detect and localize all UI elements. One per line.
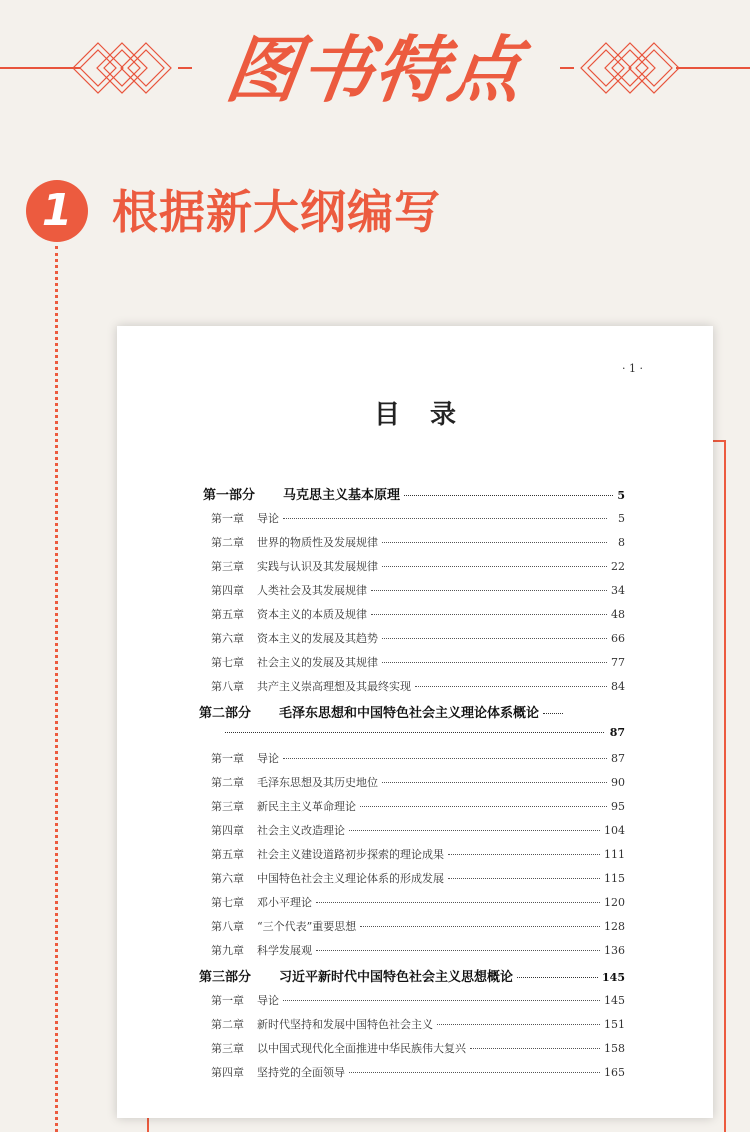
chapter-title: 共产主义崇高理想及其最终实现 — [257, 680, 411, 693]
chapter-title: 以中国式现代化全面推进中华民族伟大复兴 — [257, 1042, 466, 1055]
chapter-title: 导论 — [257, 512, 279, 525]
dot-leader — [382, 782, 607, 783]
toc-entry — [211, 678, 625, 698]
chapter-number: 第四章 — [211, 824, 244, 837]
part-title: 马克思主义基本原理 — [283, 488, 401, 503]
chapter-number: 第七章 — [211, 896, 244, 909]
chapter-page: 66 — [611, 632, 625, 645]
part-page: 145 — [602, 971, 625, 984]
chapter-page: 151 — [604, 1018, 625, 1031]
chapter-page: 48 — [611, 608, 625, 621]
chapter-title: 邓小平理论 — [257, 896, 312, 909]
chapter-number: 第三章 — [211, 1042, 244, 1055]
chapter-number: 第一章 — [211, 994, 244, 1007]
chapter-number: 第一章 — [211, 512, 244, 525]
chapter-page: 104 — [604, 824, 625, 837]
chapter-title: 导论 — [257, 752, 279, 765]
chapter-page: 87 — [611, 752, 625, 765]
dot-leader — [382, 638, 607, 639]
chapter-title: 人类社会及其发展规律 — [257, 584, 367, 597]
dot-leader — [543, 713, 563, 714]
chapter-title: 毛泽东思想及其历史地位 — [257, 776, 378, 789]
part-page: 5 — [617, 489, 625, 502]
toc-entry — [211, 582, 625, 602]
toc-entry — [211, 534, 625, 554]
chapter-page: 90 — [611, 776, 625, 789]
dot-leader — [349, 830, 600, 831]
chapter-title: 社会主义的发展及其规律 — [257, 656, 378, 669]
chapter-page: 5 — [618, 512, 625, 525]
dot-leader — [404, 495, 613, 496]
chapter-number: 第六章 — [211, 872, 244, 885]
dot-leader — [470, 1048, 600, 1049]
toc-entry — [211, 822, 625, 842]
chapter-title: 新时代坚持和发展中国特色社会主义 — [257, 1018, 433, 1031]
dot-leader — [283, 758, 607, 759]
toc-entry — [211, 992, 625, 1012]
toc-entry — [211, 894, 625, 914]
chapter-title: 科学发展观 — [257, 944, 312, 957]
chapter-number: 第三章 — [211, 560, 244, 573]
chapter-page: 128 — [604, 920, 625, 933]
chapter-page: 111 — [604, 848, 625, 861]
dot-leader — [448, 854, 600, 855]
toc-entry — [211, 870, 625, 890]
chapter-title: 坚持党的全面领导 — [257, 1066, 345, 1079]
chapter-number: 第五章 — [211, 848, 244, 861]
toc-entry — [211, 918, 625, 938]
banner-line-right — [676, 67, 750, 69]
chapter-title: 中国特色社会主义理论体系的形成发展 — [257, 872, 444, 885]
chapter-title: 社会主义改造理论 — [257, 824, 345, 837]
toc-entry — [211, 750, 625, 770]
chapter-number: 第二章 — [211, 1018, 244, 1031]
chapter-page: 95 — [611, 800, 625, 813]
chapter-number: 第二章 — [211, 536, 244, 549]
dot-leader — [382, 542, 607, 543]
section-number-badge: 1 — [26, 180, 88, 242]
dot-leader — [437, 1024, 600, 1025]
dot-leader — [415, 686, 607, 687]
toc-entry — [211, 606, 625, 626]
chapter-number: 第二章 — [211, 776, 244, 789]
chapter-title: 资本主义的发展及其趋势 — [257, 632, 378, 645]
chapter-number: 第九章 — [211, 944, 244, 957]
chapter-number: 第七章 — [211, 656, 244, 669]
toc-part — [199, 702, 625, 724]
chapter-title: 社会主义建设道路初步探索的理论成果 — [257, 848, 444, 861]
toc-part-continuation — [225, 726, 625, 744]
toc-entry — [211, 942, 625, 962]
toc-entry — [211, 1040, 625, 1060]
dot-leader — [360, 926, 600, 927]
chapter-number: 第一章 — [211, 752, 244, 765]
banner-title: 图书特点 — [221, 28, 529, 112]
toc-page — [117, 326, 713, 1118]
toc-entry — [211, 654, 625, 674]
chapter-number: 第八章 — [211, 680, 244, 693]
toc-title: 目录 — [373, 400, 486, 430]
dot-leader — [360, 806, 607, 807]
chapter-number: 第三章 — [211, 800, 244, 813]
chapter-title: 世界的物质性及发展规律 — [257, 536, 378, 549]
dot-leader — [448, 878, 600, 879]
page-marker: · 1 · — [622, 362, 643, 375]
toc-entry — [211, 846, 625, 866]
part-number: 第三部分 — [199, 970, 252, 985]
chapter-number: 第四章 — [211, 1066, 244, 1079]
chapter-page: 158 — [604, 1042, 625, 1055]
toc-entry — [211, 510, 625, 530]
toc-entry — [211, 630, 625, 650]
chapter-page: 120 — [604, 896, 625, 909]
toc-part — [199, 966, 625, 988]
chapter-page: 22 — [611, 560, 625, 573]
dot-leader — [371, 590, 607, 591]
chapter-page: 145 — [604, 994, 625, 1007]
chapter-page: 77 — [611, 656, 625, 669]
chapter-title: “三个代表”重要思想 — [257, 920, 357, 933]
dot-leader — [316, 950, 600, 951]
part-title: 习近平新时代中国特色社会主义思想概论 — [279, 970, 514, 985]
toc-entry — [211, 1064, 625, 1084]
chapter-page: 165 — [604, 1066, 625, 1079]
chapter-page: 34 — [611, 584, 625, 597]
toc-part — [203, 484, 625, 506]
section-title: 根据新大纲编写 — [112, 185, 441, 239]
part-title: 毛泽东思想和中国特色社会主义理论体系概论 — [279, 706, 540, 721]
toc-entry — [211, 1016, 625, 1036]
chapter-number: 第五章 — [211, 608, 244, 621]
chapter-page: 8 — [618, 536, 625, 549]
dot-leader — [349, 1072, 600, 1073]
chapter-number: 第六章 — [211, 632, 244, 645]
frame-line-right — [724, 440, 726, 1132]
dot-leader — [517, 977, 598, 978]
chapter-page: 136 — [604, 944, 625, 957]
part-number: 第一部分 — [203, 488, 256, 503]
dot-leader — [283, 1000, 600, 1001]
part-number: 第二部分 — [199, 706, 252, 721]
dot-leader — [225, 732, 604, 733]
toc-entry — [211, 558, 625, 578]
part-page: 87 — [609, 726, 625, 739]
chapter-title: 导论 — [257, 994, 279, 1007]
chapter-title: 实践与认识及其发展规律 — [257, 560, 378, 573]
chapter-title: 新民主主义革命理论 — [257, 800, 356, 813]
chapter-number: 第四章 — [211, 584, 244, 597]
toc-entry — [211, 774, 625, 794]
dotted-guide-line — [55, 246, 58, 1132]
dot-leader — [283, 518, 607, 519]
chapter-number: 第八章 — [211, 920, 244, 933]
toc-entry — [211, 798, 625, 818]
chapter-page: 115 — [604, 872, 625, 885]
chapter-title: 资本主义的本质及规律 — [257, 608, 367, 621]
dot-leader — [371, 614, 607, 615]
dot-leader — [382, 566, 607, 567]
dot-leader — [316, 902, 600, 903]
chapter-page: 84 — [611, 680, 625, 693]
dot-leader — [382, 662, 607, 663]
diamond-ornament-right — [570, 42, 680, 94]
